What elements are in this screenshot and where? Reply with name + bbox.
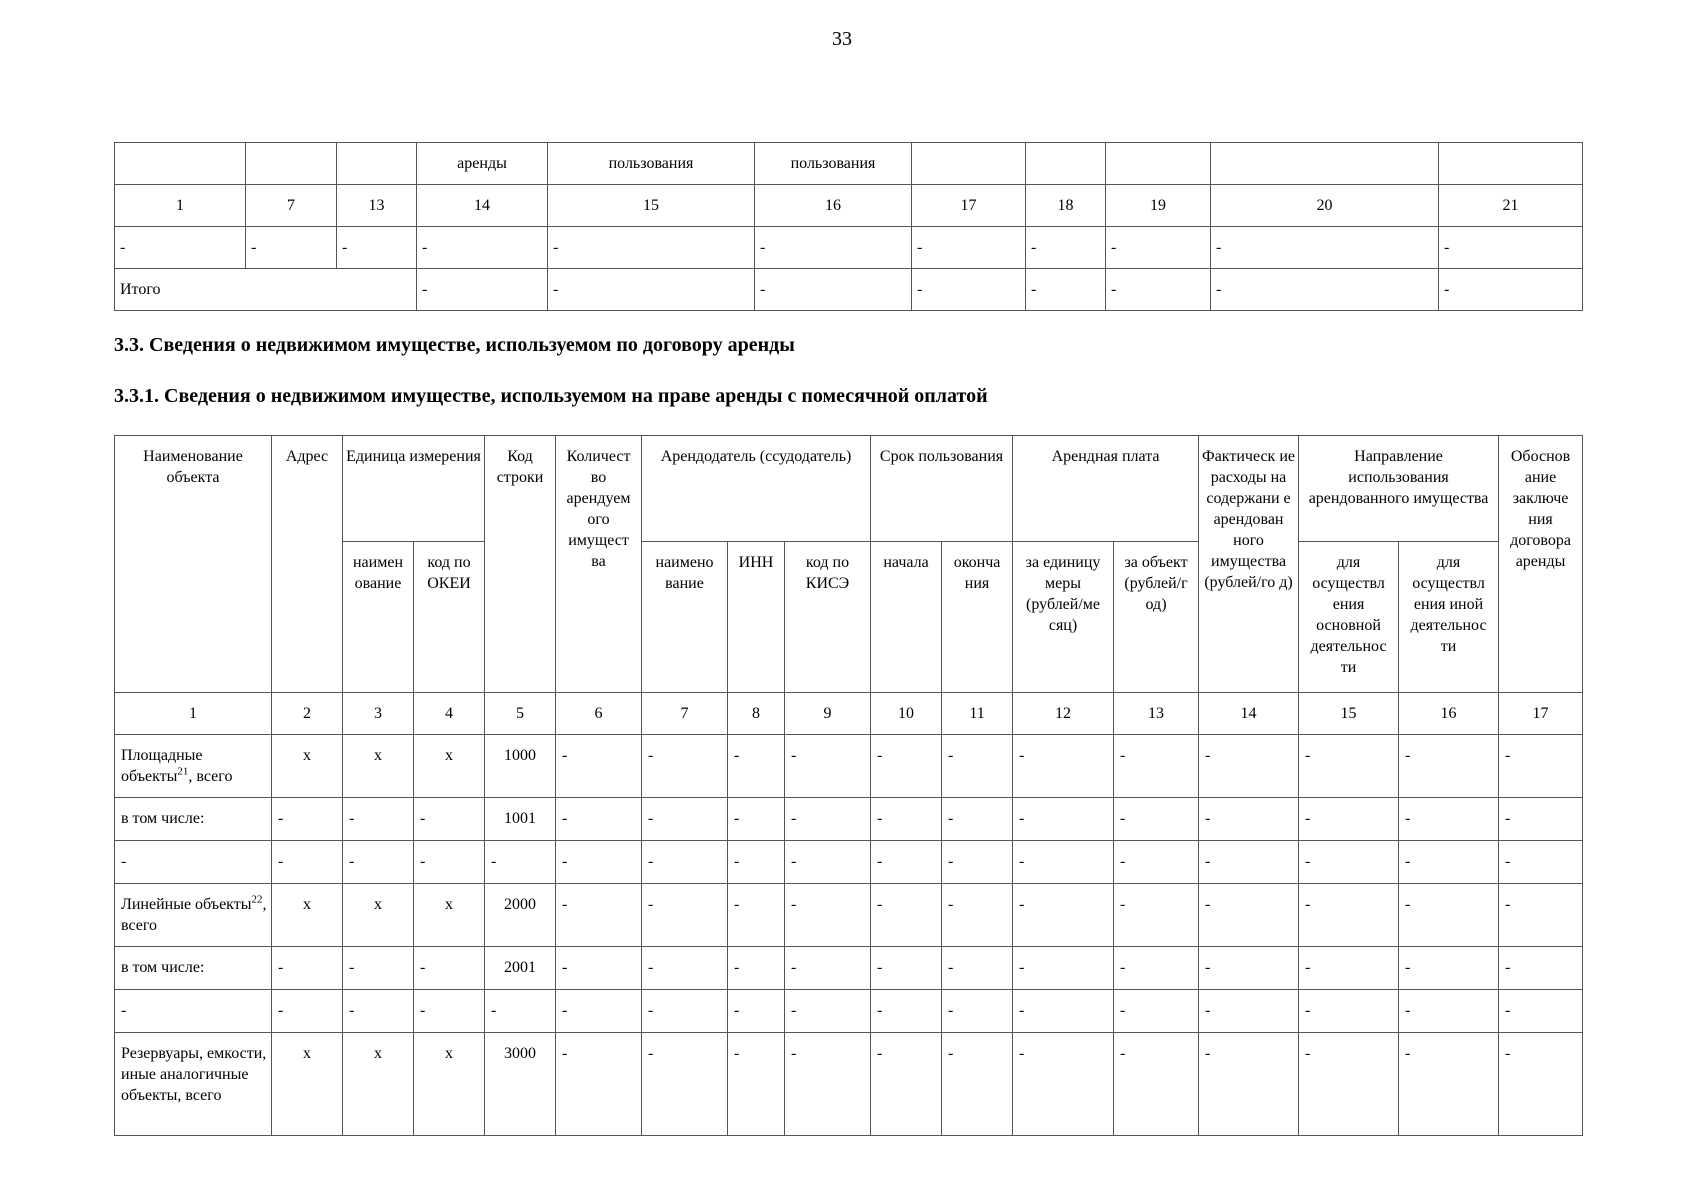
table-cell: пользования [755, 143, 912, 185]
okei-cell: - [414, 947, 485, 990]
rental-property-table [114, 435, 1583, 1136]
unit-name-cell: - [343, 841, 414, 884]
table-cell [912, 143, 1026, 185]
table-cell: - [1211, 227, 1439, 269]
address-cell: х [272, 735, 343, 798]
table-cell: - [1499, 990, 1583, 1033]
table-cell: - [871, 798, 942, 841]
table-cell [1106, 143, 1211, 185]
table-cell: - [1199, 990, 1299, 1033]
column-number: 15 [1299, 693, 1399, 735]
object-name: Площадные объекты [121, 747, 203, 785]
table-cell: - [1399, 841, 1499, 884]
header-rent-unit: за единицу меры (рублей/ме сяц) [1013, 542, 1114, 693]
table-cell: - [942, 990, 1013, 1033]
table-cell: - [1439, 269, 1583, 311]
table-cell: - [871, 735, 942, 798]
header-lessor-name: наимено вание [642, 542, 728, 693]
unit-name-cell: - [343, 990, 414, 1033]
table-cell: 7 [246, 185, 337, 227]
row-code-cell: 2000 [485, 884, 556, 947]
object-name-cell [115, 990, 272, 1033]
table-cell: - [912, 269, 1026, 311]
address-cell: х [272, 884, 343, 947]
top-table [114, 142, 1583, 311]
table-cell: - [1211, 269, 1439, 311]
table-cell: - [556, 798, 642, 841]
table-cell: - [871, 947, 942, 990]
header-name: Наименование объекта [115, 436, 272, 693]
row-code-cell: 1000 [485, 735, 556, 798]
table-cell: - [642, 884, 728, 947]
table-cell: - [1013, 1033, 1114, 1136]
address-cell: - [272, 947, 343, 990]
header-rent-object: за объект (рублей/г од) [1114, 542, 1199, 693]
table-cell: - [728, 947, 785, 990]
table-cell: - [1199, 1033, 1299, 1136]
table-cell: - [1399, 1033, 1499, 1136]
column-number: 9 [785, 693, 871, 735]
table-cell: - [1399, 947, 1499, 990]
table-row [115, 884, 1583, 947]
okei-cell: х [414, 735, 485, 798]
table-cell: - [1114, 990, 1199, 1033]
table-cell: - [728, 1033, 785, 1136]
column-number: 6 [556, 693, 642, 735]
table-cell: - [755, 227, 912, 269]
table-cell: - [417, 227, 548, 269]
column-number: 8 [728, 693, 785, 735]
column-number: 13 [1114, 693, 1199, 735]
table-cell: 1 [115, 185, 246, 227]
table-row [115, 735, 1583, 798]
table-cell: 14 [417, 185, 548, 227]
table-row [115, 990, 1583, 1033]
section-heading-3-3-1: 3.3.1. Сведения о недвижимом имуществе, используемом на праве аренды с помесячной оплатой [114, 385, 988, 407]
column-number: 4 [414, 693, 485, 735]
table-cell: - [728, 884, 785, 947]
table-cell: - [642, 841, 728, 884]
top-table-total-row [115, 269, 1583, 311]
header-term-end: оконча ния [942, 542, 1013, 693]
object-name: Линейные объекты [121, 896, 252, 913]
address-cell: х [272, 1033, 343, 1136]
table-cell: - [1299, 947, 1399, 990]
header-row-code: Код строки [485, 436, 556, 693]
object-name: Резервуары, емкости, иные аналогичные объекты, всего [121, 1045, 267, 1104]
table-cell: - [785, 990, 871, 1033]
table-cell: - [871, 841, 942, 884]
table-cell: - [942, 798, 1013, 841]
row-code-cell: 3000 [485, 1033, 556, 1136]
column-number: 10 [871, 693, 942, 735]
table-cell: - [942, 884, 1013, 947]
table-cell: - [642, 990, 728, 1033]
unit-name-cell: - [343, 798, 414, 841]
object-name-cell [115, 947, 272, 990]
table-cell: - [1114, 1033, 1199, 1136]
table-cell: - [871, 990, 942, 1033]
column-number: 17 [1499, 693, 1583, 735]
header-unit-name: наимен ование [343, 542, 414, 693]
object-name-cell [115, 884, 272, 947]
table-cell: пользования [548, 143, 755, 185]
address-cell: - [272, 841, 343, 884]
column-number: 2 [272, 693, 343, 735]
column-number: 3 [343, 693, 414, 735]
total-label: Итого [115, 269, 417, 311]
table-cell: - [1199, 798, 1299, 841]
table-cell: - [942, 947, 1013, 990]
object-name: - [121, 853, 127, 870]
object-name-cell [115, 735, 272, 798]
table-row [115, 798, 1583, 841]
unit-name-cell: х [343, 1033, 414, 1136]
header-justification: Обоснов ание заключе ния договора аренды [1499, 436, 1583, 693]
top-table-data-row [115, 227, 1583, 269]
table-cell: - [912, 227, 1026, 269]
table-cell: - [1299, 990, 1399, 1033]
column-number: 12 [1013, 693, 1114, 735]
section-heading-3-3: 3.3. Сведения о недвижимом имуществе, используемом по договору аренды [114, 334, 795, 356]
table-cell [1439, 143, 1583, 185]
table-cell: - [556, 1033, 642, 1136]
table-cell [1026, 143, 1106, 185]
header-unit: Единица измерения [343, 436, 485, 542]
okei-cell: - [414, 990, 485, 1033]
okei-cell: - [414, 841, 485, 884]
table-cell: - [1106, 227, 1211, 269]
table-cell: - [1026, 269, 1106, 311]
table-cell: - [556, 990, 642, 1033]
object-name-cell [115, 1033, 272, 1136]
table-cell: - [785, 884, 871, 947]
table-cell: - [1106, 269, 1211, 311]
table-cell [115, 143, 246, 185]
table-cell: - [1013, 884, 1114, 947]
footnote-ref: 21 [177, 765, 189, 778]
table-cell: - [755, 269, 912, 311]
table-cell: - [728, 735, 785, 798]
table-cell: - [556, 947, 642, 990]
okei-cell: х [414, 884, 485, 947]
table-row [115, 947, 1583, 990]
table-row [115, 841, 1583, 884]
table-cell: - [1013, 841, 1114, 884]
table-cell [337, 143, 417, 185]
column-number: 14 [1199, 693, 1299, 735]
table-cell: - [1013, 947, 1114, 990]
row-code-cell: 1001 [485, 798, 556, 841]
table-cell: - [728, 798, 785, 841]
column-number: 16 [1399, 693, 1499, 735]
table-cell: 21 [1439, 185, 1583, 227]
table-cell: 19 [1106, 185, 1211, 227]
table-cell: - [1499, 1033, 1583, 1136]
table-cell: аренды [417, 143, 548, 185]
table-cell: - [785, 735, 871, 798]
object-name-suffix: , всего [188, 768, 233, 785]
table-cell: - [642, 947, 728, 990]
unit-name-cell: х [343, 735, 414, 798]
header-unit-okei: код по ОКЕИ [414, 542, 485, 693]
object-name-cell [115, 841, 272, 884]
column-number: 1 [115, 693, 272, 735]
table-cell: - [1013, 798, 1114, 841]
table-cell: - [1114, 841, 1199, 884]
row-code-cell: - [485, 990, 556, 1033]
table-cell: - [1026, 227, 1106, 269]
table-cell: - [728, 841, 785, 884]
unit-name-cell: х [343, 884, 414, 947]
header-lessor: Арендодатель (ссудодатель) [642, 436, 871, 542]
table-cell: - [785, 841, 871, 884]
table-cell: - [785, 798, 871, 841]
table-cell: - [548, 227, 755, 269]
table-cell: - [1013, 990, 1114, 1033]
header-term: Срок пользования [871, 436, 1013, 542]
column-number: 11 [942, 693, 1013, 735]
table-cell: - [785, 1033, 871, 1136]
table-cell: - [1399, 735, 1499, 798]
header-quantity: Количест во арендуем ого имущест ва [556, 436, 642, 693]
header-usage-main: для осуществл ения основной деятельнос ти [1299, 542, 1399, 693]
table-cell: - [1199, 735, 1299, 798]
object-name: - [121, 1002, 127, 1019]
table-row [115, 1033, 1583, 1136]
table-cell: 16 [755, 185, 912, 227]
table-cell: - [556, 735, 642, 798]
table-cell: 15 [548, 185, 755, 227]
table-cell: - [1499, 947, 1583, 990]
header-address: Адрес [272, 436, 343, 693]
table-cell: - [1399, 884, 1499, 947]
table-cell: - [115, 227, 246, 269]
footnote-ref: 22 [251, 893, 263, 906]
table-cell: - [1199, 947, 1299, 990]
header-rent: Арендная плата [1013, 436, 1199, 542]
address-cell: - [272, 990, 343, 1033]
object-name-suffix: , всего [121, 896, 267, 934]
table-cell: - [642, 735, 728, 798]
row-code-cell: - [485, 841, 556, 884]
object-name: в том числе: [121, 810, 205, 827]
object-name: в том числе: [121, 959, 205, 976]
table-cell: - [1299, 735, 1399, 798]
table-cell: - [642, 798, 728, 841]
column-numbers-row [115, 693, 1583, 735]
table-cell: - [1199, 884, 1299, 947]
table-cell: - [1439, 227, 1583, 269]
column-number: 7 [642, 693, 728, 735]
table-cell: - [1499, 798, 1583, 841]
table-cell [1211, 143, 1439, 185]
table-cell: - [942, 735, 1013, 798]
table-cell: - [417, 269, 548, 311]
table-cell: - [1299, 1033, 1399, 1136]
column-number: 5 [485, 693, 556, 735]
table-cell: - [1299, 884, 1399, 947]
table-cell: - [246, 227, 337, 269]
table-cell: - [1499, 841, 1583, 884]
table-cell: 18 [1026, 185, 1106, 227]
table-cell: - [548, 269, 755, 311]
table-cell: - [1299, 841, 1399, 884]
address-cell: - [272, 798, 343, 841]
table-cell: 13 [337, 185, 417, 227]
table-cell: - [556, 841, 642, 884]
page-number: 33 [832, 28, 852, 50]
table-cell: - [1013, 735, 1114, 798]
table-cell: - [942, 841, 1013, 884]
table-cell: - [556, 884, 642, 947]
table-cell: - [642, 1033, 728, 1136]
table-cell: 20 [1211, 185, 1439, 227]
top-table-header-row [115, 143, 1583, 185]
top-table-numbers-row [115, 185, 1583, 227]
okei-cell: х [414, 1033, 485, 1136]
table-cell: - [871, 884, 942, 947]
row-code-cell: 2001 [485, 947, 556, 990]
header-lessor-kise: код по КИСЭ [785, 542, 871, 693]
table-cell: - [1114, 947, 1199, 990]
table-cell: - [1299, 798, 1399, 841]
object-name-cell [115, 798, 272, 841]
header-usage: Направление использования арендованного имущества [1299, 436, 1499, 542]
table-cell: - [1399, 798, 1499, 841]
table-cell: - [1199, 841, 1299, 884]
header-actual-costs: Фактическ ие расходы на содержани е арендован ного имущества (рублей/го д) [1199, 436, 1299, 693]
header-lessor-inn: ИНН [728, 542, 785, 693]
okei-cell: - [414, 798, 485, 841]
table-cell [246, 143, 337, 185]
table-cell: - [1399, 990, 1499, 1033]
table-cell: - [942, 1033, 1013, 1136]
table-cell: - [1114, 735, 1199, 798]
table-cell: - [1499, 735, 1583, 798]
table-cell: - [1114, 884, 1199, 947]
table-cell: - [871, 1033, 942, 1136]
table-cell: - [785, 947, 871, 990]
table-cell: - [337, 227, 417, 269]
header-term-start: начала [871, 542, 942, 693]
table-cell: 17 [912, 185, 1026, 227]
header-usage-other: для осуществл ения иной деятельнос ти [1399, 542, 1499, 693]
table-cell: - [1114, 798, 1199, 841]
table-cell: - [1499, 884, 1583, 947]
unit-name-cell: - [343, 947, 414, 990]
table-cell: - [728, 990, 785, 1033]
